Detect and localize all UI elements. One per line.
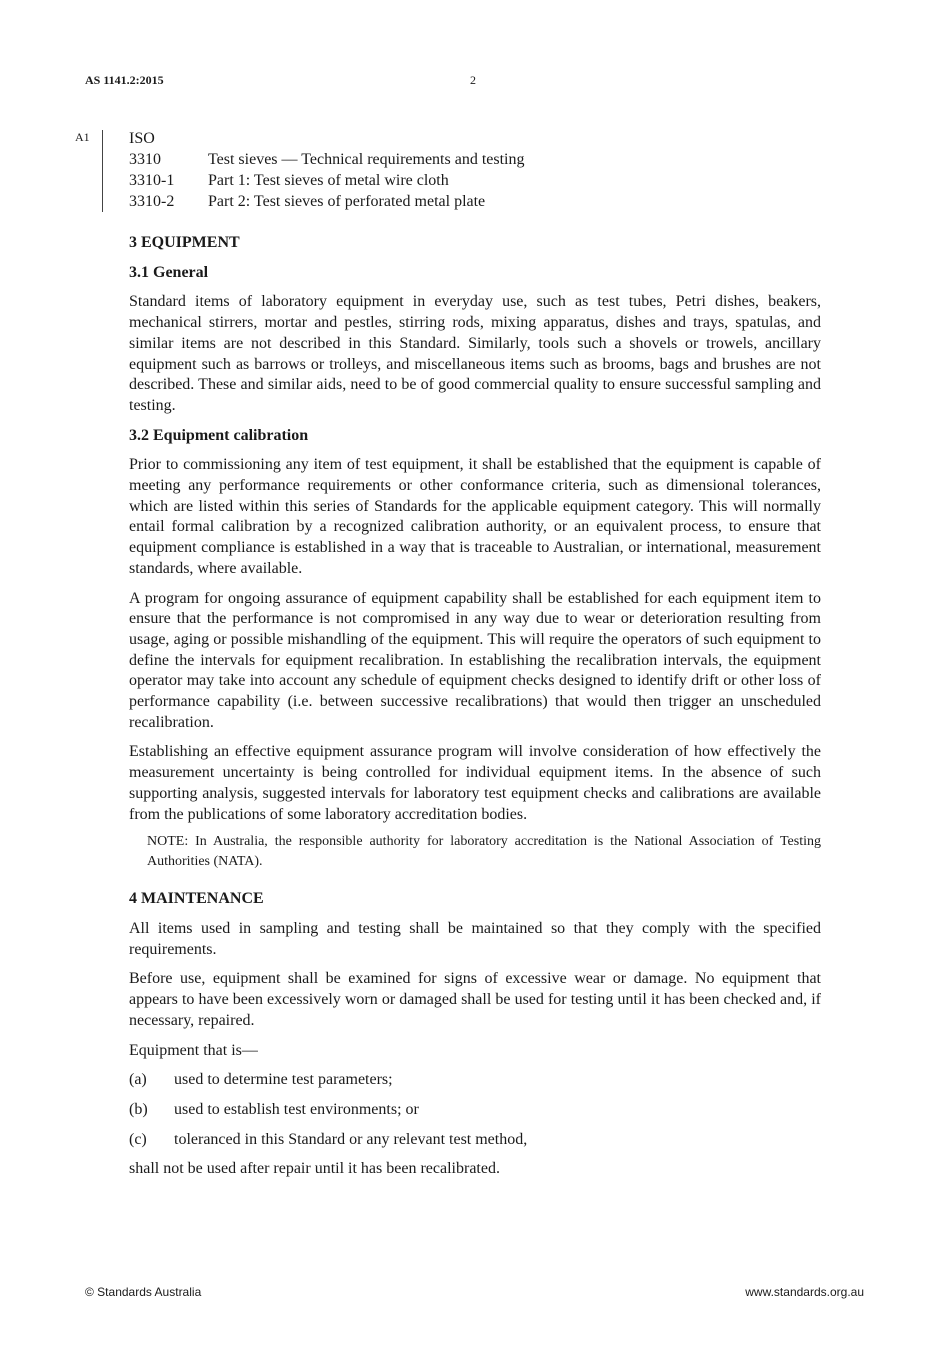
iso-ref-title: Test sieves — Technical requirements and testing [208, 151, 525, 168]
iso-ref-number: 3310-1 [129, 172, 175, 189]
list-text: used to determine test parameters; [174, 1071, 393, 1089]
footer-website-link[interactable]: www.standards.org.au [745, 1285, 864, 1299]
paragraph: Prior to commissioning any item of test equipment, it shall be established that the equipment is capable of meeting any performance requirements or other conformance criteria, such as dimensional tolerances, which are listed within this series of Standards for the applicable equipment category. This will normally entail formal calibration by a recognized calibration authority, or an equivalent process, to ensure that equipment compliance is established in a way that is traceable to Australian, or international, measurement standards, where available. [129, 456, 821, 577]
list-text: used to establish test environments; or [174, 1100, 419, 1118]
main-content [129, 233, 821, 1189]
section-3-1-heading: 3.1 General [129, 263, 209, 281]
list-item [129, 1130, 821, 1151]
paragraph: shall not be used after repair until it has been recalibrated. [129, 1160, 500, 1178]
section-3-heading: 3 EQUIPMENT [129, 234, 240, 251]
iso-ref-title: Part 2: Test sieves of perforated metal plate [208, 193, 486, 210]
iso-heading: ISO [129, 130, 155, 147]
list-label: (a) [129, 1071, 147, 1089]
iso-references [129, 128, 524, 212]
list-item [129, 1100, 821, 1121]
paragraph: Establishing an effective equipment assurance program will involve consideration of how effectively the measurement uncertainty is being controlled for individual equipment items. In the absence of such supporting analysis, suggested intervals for laboratory test equipment checks and calibrations are available from the publications of some laboratory accreditation bodies. [129, 743, 821, 823]
iso-ref-title: Part 1: Test sieves of metal wire cloth [208, 172, 449, 189]
paragraph: Standard items of laboratory equipment in everyday use, such as test tubes, Petri dishes, beakers, mechanical stirrers, mortar and pestles, stirring rods, mixing apparatus, dishes and trays, spatulas, and similar items are not described in this Standard. Similarly, tools such a shovels or trowels, ancillary equipment such as barrows or trolleys, and miscellaneous items such as brooms, bags and brushes are not described. These and similar aids, need to be of good commercial quality to ensure successful sampling and testing. [129, 293, 821, 414]
section-4-heading: 4 MAINTENANCE [129, 890, 264, 908]
list-text: toleranced in this Standard or any relevant test method, [174, 1130, 528, 1148]
iso-ref-row [129, 170, 524, 191]
note: NOTE: In Australia, the responsible authority for laboratory accreditation is the National Association of Testing Authorities (NATA). [147, 834, 821, 869]
amendment-bar [102, 130, 103, 212]
list-label: (b) [129, 1100, 148, 1118]
paragraph: A program for ongoing assurance of equipment capability shall be established for each equipment item to ensure that the performance is not compromised in any way due to wear or deterioration resulting from usage, aging or possible mishandling of the equipment. This will require the operators of such equipment to define the intervals for equipment recalibration. In establishing the recalibration intervals, the equipment operator may take into account any schedule of equipment checks designed to identify drift or other loss of performance capability (i.e. between successive recalibrations) that would then trigger an unscheduled recalibration. [129, 589, 821, 731]
page-number: 2 [470, 73, 476, 87]
iso-ref-number: 3310-2 [129, 193, 175, 210]
amendment-tag: A1 [75, 130, 90, 144]
paragraph: All items used in sampling and testing shall be maintained so that they comply with the specified requirements. [129, 919, 821, 958]
iso-ref-row [129, 191, 524, 212]
list-item [129, 1070, 821, 1091]
document-id: AS 1141.2:2015 [85, 73, 164, 87]
iso-ref-row [129, 149, 524, 170]
paragraph: Before use, equipment shall be examined for signs of excessive wear or damage. No equipment that appears to have been excessively worn or damaged shall be used for testing until it has been checked and, if necessary, repaired. [129, 970, 821, 1029]
section-3-2-heading: 3.2 Equipment calibration [129, 426, 309, 444]
iso-ref-number: 3310 [129, 151, 161, 168]
paragraph: Equipment that is— [129, 1041, 258, 1059]
footer-copyright: © Standards Australia [85, 1285, 202, 1299]
list-label: (c) [129, 1130, 147, 1148]
